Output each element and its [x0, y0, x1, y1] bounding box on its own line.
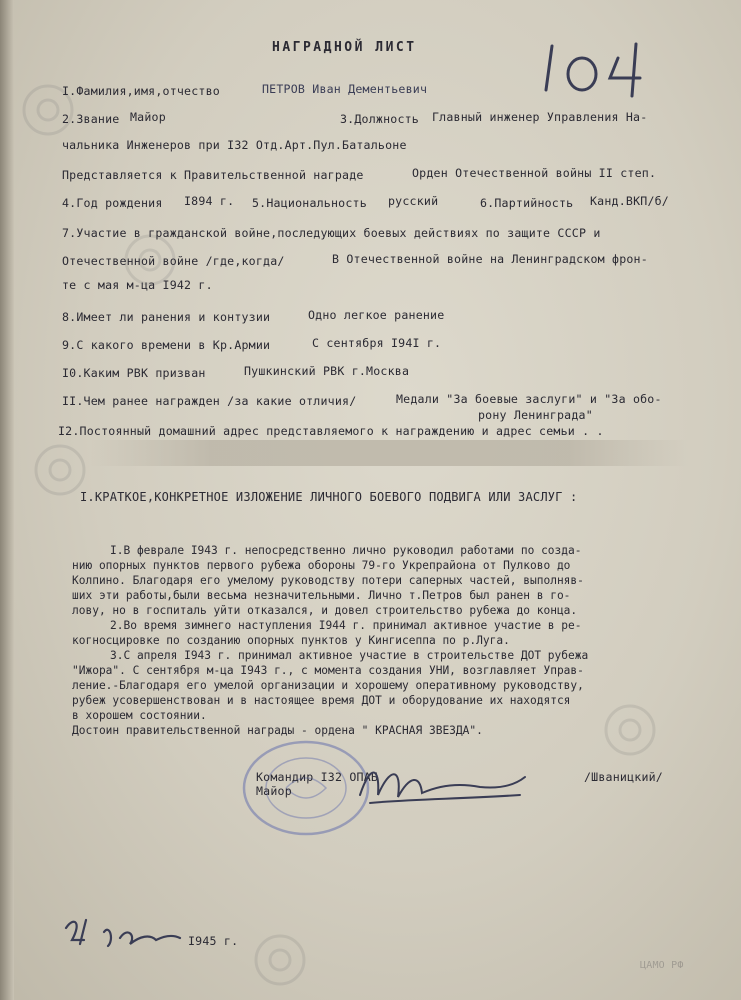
body-line: ление.-Благодаря его умелой организации и хорошему оперативному руководству, — [72, 679, 584, 692]
field-war-participation-label-2: Отечественной войне /где,когда/ — [62, 254, 285, 268]
body-line: 2.Во время зимнего наступления I944 г. принимал активное участие в ре- — [110, 619, 582, 632]
archive-watermark-text: ЦАМО РФ — [640, 960, 684, 971]
field-war-participation-label: 7.Участие в гражданской войне,последующих боевых действиях по защите СССР и — [62, 226, 601, 240]
redacted-address-area — [90, 440, 690, 466]
field-army-since-label: 9.С какого времени в Кр.Армии — [62, 338, 271, 352]
field-army-since-value: С сентября I94I г. — [312, 336, 442, 350]
field-previous-awards-label: II.Чем ранее награжден /за какие отличия/ — [62, 394, 357, 408]
field-wounds-value: Одно легкое ранение — [308, 308, 445, 322]
section-heading: I.КРАТКОЕ,КОНКРЕТНОЕ ИЗЛОЖЕНИЕ ЛИЧНОГО БОЕВОГО ПОДВИГА ИЛИ ЗАСЛУГ : — [80, 490, 578, 504]
commander-rank: Майор — [256, 784, 292, 798]
field-rank-value: Майор — [130, 110, 166, 124]
body-line: Достоин правительственной награды - ордена " КРАСНАЯ ЗВЕЗДА". — [72, 724, 483, 737]
body-line: в хорошем состоянии. — [72, 709, 207, 722]
field-birth-year-label: 4.Год рождения — [62, 196, 163, 210]
field-war-participation-continued: те с мая м-ца I942 г. — [62, 278, 213, 292]
field-full-name-label: I.Фамилия,имя,отчество — [62, 84, 220, 98]
field-birth-year-value: I894 г. — [184, 194, 235, 208]
field-wounds-label: 8.Имеет ли ранения и контузии — [62, 310, 271, 324]
handwritten-number — [540, 38, 660, 98]
body-line: ших эти работы,были весьма незначительными. Лично т.Петров был ранен в го- — [72, 589, 571, 602]
body-line: 3.С апреля I943 г. принимал активное участие в строительстве ДОТ рубежа — [110, 649, 589, 662]
commander-name: /Шваницкий/ — [584, 770, 663, 784]
field-rvk-value: Пушкинский РВК г.Москва — [244, 364, 410, 378]
field-previous-awards-continued: рону Ленинграда" — [478, 408, 593, 422]
commander-line: Командир I32 ОПАБ — [256, 770, 379, 784]
field-rvk-label: I0.Каким РВК призван — [62, 366, 206, 380]
body-line: I.В феврале I943 г. непосредственно лично руководил работами по созда- — [110, 544, 582, 557]
field-position-value: Главный инженер Управления На- — [432, 110, 648, 124]
body-line: "Ижора". С сентября м-ца I943 г., с момента создания УНИ, возглавляет Управ- — [72, 664, 584, 677]
field-party-label: 6.Партийность — [480, 196, 574, 210]
archive-watermark-icon — [600, 700, 660, 760]
body-line: рубеж усовершенствован и в настоящее время ДОТ и оборудование их находятся — [72, 694, 571, 707]
field-rank-label: 2.Звание — [62, 112, 120, 126]
field-position-continued: чальника Инженеров при I32 Отд.Арт.Пул.Батальоне — [62, 138, 407, 152]
date-year: I945 г. — [188, 934, 239, 948]
field-full-name-value: ПЕТРОВ Иван Дементьевич — [262, 82, 428, 96]
body-line: лову, но в госпиталь уйти отказался, и довел строительство рубежа до конца. — [72, 604, 578, 617]
archive-watermark-icon — [250, 930, 310, 990]
award-label: Представляется к Правительственной награде — [62, 168, 364, 182]
scan-left-edge — [0, 0, 14, 1000]
field-war-participation-value: В Отечественной войне на Ленинградском фрон- — [332, 252, 648, 266]
award-value: Орден Отечественной войны II степ. — [412, 166, 657, 180]
body-line: нию опорных пунктов первого рубежа обороны 79-го Укрепрайона от Пулково до — [72, 559, 571, 572]
signature-handwritten — [350, 755, 530, 815]
field-nationality-value: русский — [388, 194, 439, 208]
field-previous-awards-value: Медали "За боевые заслуги" и "За обо- — [396, 392, 662, 406]
field-position-label: 3.Должность — [340, 112, 419, 126]
field-party-value: Канд.ВКП/б/ — [590, 194, 669, 208]
body-line: когносцировке по созданию опорных пунктов у Кингисеппа по р.Луга. — [72, 634, 510, 647]
field-nationality-label: 5.Национальность — [252, 196, 367, 210]
document-title: НАГРАДНОЙ ЛИСТ — [272, 40, 417, 55]
body-line: Колпино. Благодаря его умелому руководству потери саперных частей, выполняв- — [72, 574, 584, 587]
field-home-address-label: I2.Постоянный домашний адрес представляемого к награждению и адрес семьи . . — [58, 424, 604, 438]
